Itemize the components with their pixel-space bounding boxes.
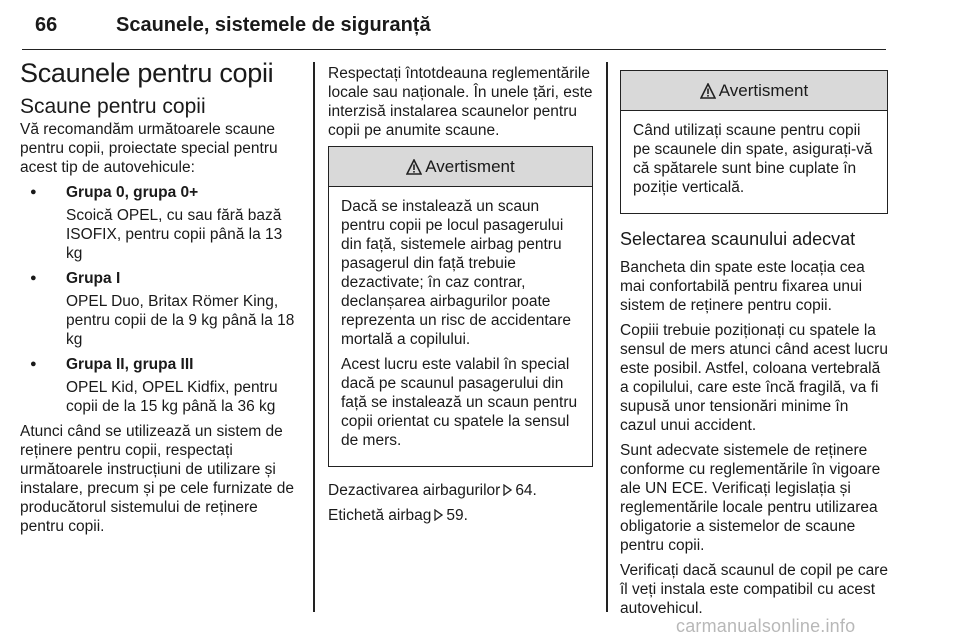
group-title: ● Grupa 0, grupa 0+	[66, 184, 199, 201]
page-reference-arrow-icon	[434, 509, 443, 521]
reference-page: 59.	[446, 507, 468, 524]
column-divider-right	[606, 62, 608, 612]
section-title: Scaunele pentru copii	[20, 58, 274, 88]
regulations-paragraph: Respectați întotdeauna reglementările locale sau naționale. În unele țări, este interzisă instalarea scaunelor pentru copii pe anumite scaune.	[328, 65, 593, 139]
running-title: Scaunele, sistemele de siguranță	[116, 14, 431, 36]
warning-paragraph: Dacă se instalează un scaun pentru copii pe locul pasagerului din față, sistemele airbag pentru pasagerul din față trebuie dezactivate; în caz contrar, declanșarea airbagurilor poate reprezenta un risc de accidentare mortală a copilului.	[341, 198, 572, 348]
group-text: Scoică OPEL, cu sau fără bază ISOFIX, pentru copii până la 13 kg	[66, 207, 283, 262]
intro-paragraph: Vă recomandăm următoarele scaune pentru copii, proiectate special pentru acest tip de autovehicule:	[20, 121, 278, 176]
warning-triangle-icon	[406, 159, 422, 175]
list-item	[20, 355, 300, 416]
column-2	[328, 64, 593, 531]
warning-header	[329, 147, 592, 187]
seat-groups-list	[20, 183, 300, 416]
body-paragraph: Copiii trebuie poziționați cu spatele la sensul de mers atunci când acest lucru este posibil. Astfel, coloana vertebrală a copilului, care este încă fragilă, va fi supusă unor tensionări minime în cazul unui accident.	[620, 322, 888, 434]
warning-triangle-icon	[700, 83, 716, 99]
reference-page: 64.	[515, 482, 537, 499]
warning-paragraph: Când utilizați scaune pentru copii pe scaunele din spate, asigurați-vă că spătarele sunt bine cuplate în poziție verticală.	[633, 122, 873, 196]
group-title: ● Grupa II, grupa III	[66, 356, 194, 373]
reference-text: Dezactivarea airbagurilor	[328, 482, 501, 499]
body-paragraph: Sunt adecvate sistemele de reținere conforme cu reglementările în vigoare ale UN ECE. Verificați legislația și reglementările locale pentru utilizarea obligatorie a sistemelor de scaune pentru copii.	[620, 442, 881, 554]
warning-title: Avertisment	[425, 157, 515, 176]
warning-body	[329, 187, 592, 466]
outro-paragraph: Atunci când se utilizează un sistem de reținere pentru copii, respectați următoarele instrucțiuni de utilizare și instalare, precum și pe cele furnizate de producătorul sistemului de reținere pentru copii.	[20, 423, 294, 535]
warning-paragraph: Acest lucru este valabil în special dacă pe scaunul pasagerului din față se instalează un scaun pentru copii orientat cu spatele la sensul de mers.	[341, 356, 578, 449]
list-item	[20, 183, 300, 263]
subsection-title: Scaune pentru copii	[20, 95, 206, 118]
page-reference-arrow-icon	[503, 484, 512, 496]
list-item	[20, 269, 300, 349]
body-paragraph: Bancheta din spate este locația cea mai confortabilă pentru fixarea unui sistem de reținere pentru copii.	[620, 259, 865, 314]
cross-reference[interactable]	[328, 506, 593, 525]
warning-header	[621, 71, 887, 111]
warning-body	[621, 111, 887, 213]
group-text: OPEL Kid, OPEL Kidfix, pentru copii de la 15 kg până la 36 kg	[66, 379, 278, 415]
page-number: 66	[35, 14, 58, 36]
page-header	[22, 10, 886, 50]
reference-text: Etichetă airbag	[328, 507, 432, 524]
body-paragraph: Verificați dacă scaunul de copil pe care îl veți instala este compatibil cu acest autovehicul.	[620, 562, 888, 617]
group-title: ● Grupa I	[66, 270, 121, 287]
warning-title: Avertisment	[718, 81, 809, 100]
cross-reference[interactable]	[328, 481, 593, 500]
watermark: carmanualsonline.info	[676, 616, 856, 636]
column-3	[620, 64, 888, 624]
column-divider-left	[313, 62, 315, 612]
warning-box	[620, 70, 888, 214]
group-text: OPEL Duo, Britax Römer King, pentru copii de la 9 kg până la 18 kg	[66, 293, 295, 348]
column-1	[20, 56, 300, 542]
warning-box	[328, 146, 593, 467]
selection-section-title: Selectarea scaunului adecvat	[620, 229, 856, 249]
